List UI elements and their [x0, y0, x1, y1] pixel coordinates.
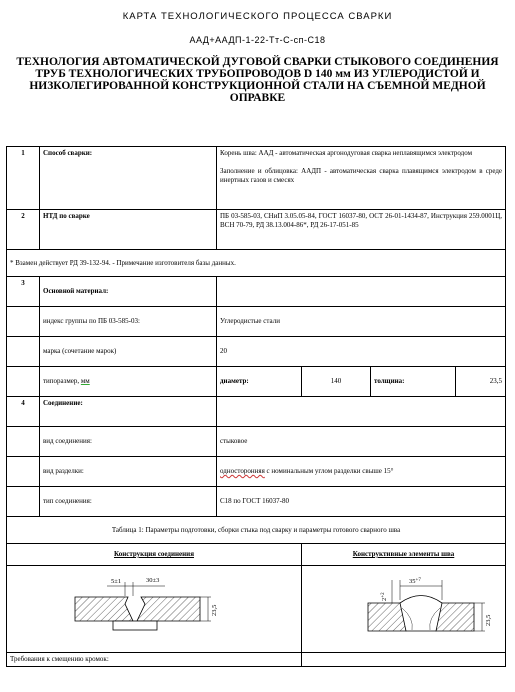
gap-dimension: 5±1	[111, 578, 122, 585]
edge-offset-label: Требования к смещению кромок:	[7, 653, 302, 667]
root-description: Корень шва: ААД - автоматическая аргонодуговая сварка неплавящимся электродом	[220, 149, 473, 157]
joint-label: Соединение:	[40, 397, 217, 427]
row-size	[7, 367, 506, 397]
row-material-grade	[7, 337, 506, 367]
process-code: ААД+ААДП-1-22-Тт-С-сп-С18	[189, 35, 326, 45]
diameter-value: 140	[302, 367, 371, 397]
welding-method-value	[217, 147, 506, 210]
joint-design-header: Конструкция соединения	[7, 544, 302, 566]
material-label: Основной материал:	[40, 277, 217, 307]
width-dimension: $35^{+7}$	[409, 578, 421, 585]
row-groove	[7, 457, 506, 487]
row-standards	[7, 210, 506, 250]
thickness-label: толщина:	[371, 367, 456, 397]
row-number: 4	[7, 397, 40, 427]
size-label: типоразмер, мм	[40, 367, 217, 397]
row-offset	[7, 653, 506, 667]
diameter-label: диаметр:	[217, 367, 302, 397]
thickness-value: 23,5	[456, 367, 506, 397]
process-table	[6, 146, 506, 667]
row-number: 3	[7, 277, 40, 307]
row-drawings	[7, 566, 506, 653]
row-joint-type	[7, 427, 506, 457]
row-material-group	[7, 307, 506, 337]
standards-label: НТД по сварке	[40, 210, 217, 250]
thickness-dimension: 23,5	[485, 614, 492, 626]
table-caption: Таблица 1: Параметры подготовки, сборки стыка под сварку и параметры готового сварного шва	[7, 517, 506, 544]
row-caption	[7, 517, 506, 544]
height-dimension: $2^{+2}$	[381, 592, 388, 601]
joint-drawing-cell	[7, 566, 302, 653]
joint-type-value: стыковое	[217, 427, 506, 457]
row-welding-method	[7, 147, 506, 210]
document-title: ТЕХНОЛОГИЯ АВТОМАТИЧЕСКОЙ ДУГОВОЙ СВАРКИ СТЫКОВОГО СОЕДИНЕНИЯ ТРУБ ТЕХНОЛОГИЧЕСКИХ ТРУБОПРОВОДОВ D 140 мм ИЗ УГЛЕРОДИСТОЙ И НИЗКОЛЕГИРОВАННОЙ КОНСТРУКЦИОННОЙ СТАЛИ НА СЪЕМНОЙ МЕДНОЙ ОПРАВКЕ	[16, 56, 499, 104]
row-joint	[7, 397, 506, 427]
standards-value: ПБ 03-585-03, СНиП 3.05.05-84, ГОСТ 16037-80, ОСТ 26-01-1434-87, Инструкция 259.0001Ц, ВСН 70-79, РД 38.13.004-86*, РД 26-17-051-85	[217, 210, 506, 250]
fill-description: Заполнение и облицовка: ААДП - автоматическая сварка плавящимся электродом в среде инертных газов и смесях	[220, 167, 503, 184]
grade-label: марка (сочетание марок)	[40, 337, 217, 367]
weld-elements-drawing	[302, 566, 515, 649]
row-note	[7, 250, 506, 277]
thickness-dimension: 23,5	[211, 604, 218, 616]
groove-value: односторонняя с номинальным углом разделки свыше 15°	[217, 457, 506, 487]
grade-value: 20	[217, 337, 506, 367]
row-number: 1	[7, 147, 40, 210]
joint-type-label: вид соединения:	[40, 427, 217, 457]
land-dimension: 30±3	[146, 577, 160, 584]
row-column-headers	[7, 544, 506, 566]
group-label: индекс группы по ПБ 03-585-03:	[40, 307, 217, 337]
weld-elements-header: Конструктивные элементы шва	[302, 544, 506, 566]
footnote: * Взамен действует РД 39-132-94. - Примечание изготовителя базы данных.	[7, 250, 506, 277]
weld-drawing-cell	[302, 566, 506, 653]
weld-type-value: С18 по ГОСТ 16037-80	[217, 487, 506, 517]
weld-type-label: тип соединения:	[40, 487, 217, 517]
row-number: 2	[7, 210, 40, 250]
row-weld-type	[7, 487, 506, 517]
groove-label: вид разделки:	[40, 457, 217, 487]
group-value: Углеродистые стали	[217, 307, 506, 337]
joint-design-drawing	[7, 566, 258, 649]
row-material	[7, 277, 506, 307]
welding-method-label: Способ сварки:	[40, 147, 217, 210]
card-title: КАРТА ТЕХНОЛОГИЧЕСКОГО ПРОЦЕССА СВАРКИ	[122, 11, 393, 22]
